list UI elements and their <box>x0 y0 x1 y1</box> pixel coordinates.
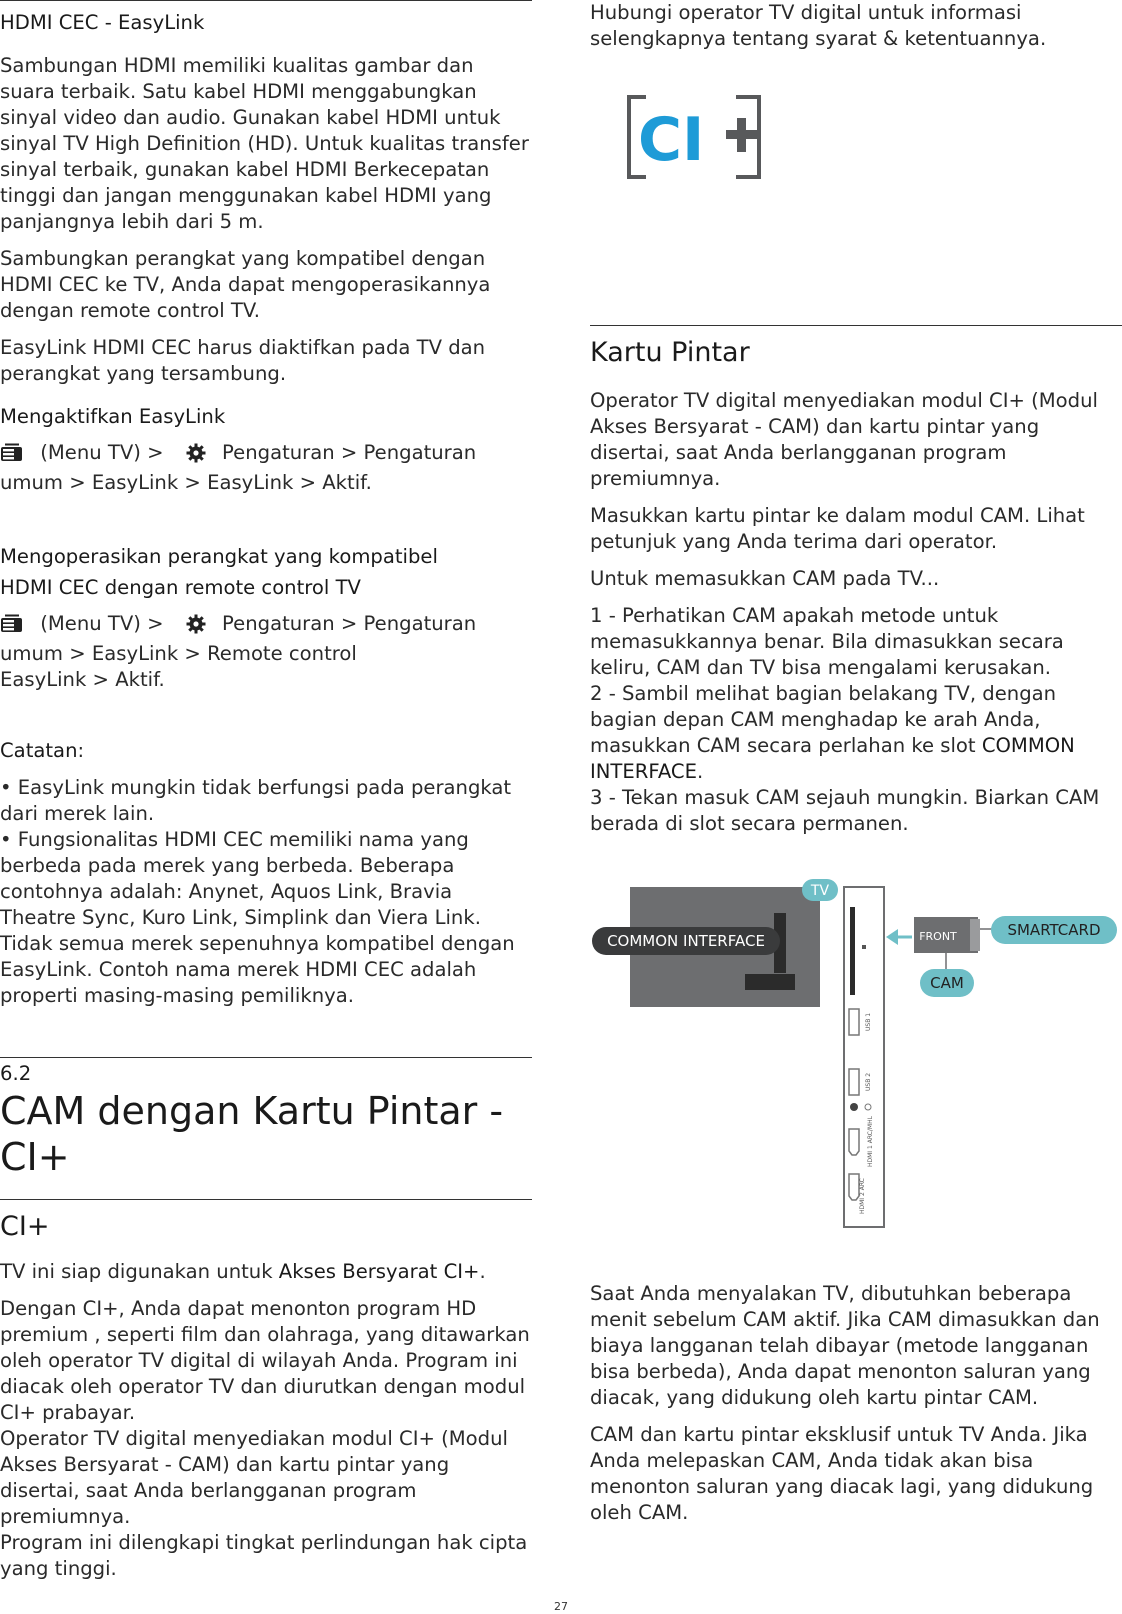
hdmi-port <box>849 1174 859 1200</box>
ci-plus-logo <box>626 92 766 182</box>
subheading-operate-devices-2: HDMI CEC dengan remote control TV <box>0 576 361 599</box>
section-number: 6.2 <box>0 1062 32 1085</box>
list-item: 1 - Perhatikan CAM apakah metode untuk memasukkannya benar. Bila dimasukkan secara keliru, CAM dan TV bisa mengalami kerusakan. <box>590 604 1064 679</box>
emphasis: Akses Bersyarat CI+ <box>278 1260 480 1283</box>
text: 2 - Sambil melihat bagian belakang TV, dengan bagian depan CAM menghadap ke arah Anda, masukkan CAM secara perlahan ke slot <box>590 682 1057 757</box>
text: . <box>479 1260 486 1283</box>
note-colon: : <box>77 739 85 762</box>
steps <box>590 603 1122 837</box>
divider <box>0 0 532 1</box>
smartcard-label: SMARTCARD <box>1007 921 1101 939</box>
list-item <box>590 681 1122 785</box>
page-number: 27 <box>554 1600 568 1613</box>
menu-path-part: Pengaturan > Pengaturan <box>222 441 477 464</box>
arrow-head <box>886 929 898 945</box>
divider <box>0 1199 532 1200</box>
gear-icon <box>186 443 206 470</box>
menu-path-part: umum > EasyLink > EasyLink > Aktif. <box>0 471 372 494</box>
front-label: FRONT <box>919 930 957 943</box>
tv-label: TV <box>810 883 830 899</box>
paragraph: Hubungi operator TV digital untuk informasi selengkapnya tentang syarat & ketentuannya. <box>590 1 1047 50</box>
list-item: • EasyLink mungkin tidak berfungsi pada perangkat dari merek lain. <box>0 776 512 825</box>
subsection-title-kartu: Kartu Pintar <box>590 337 750 368</box>
section-title: CAM dengan Kartu Pintar - CI+ <box>0 1089 504 1179</box>
smartcard <box>970 919 980 951</box>
paragraph: Sambungan HDMI memiliki kualitas gambar dan suara terbaik. Satu kabel HDMI menggabungkan sinyal video dan audio. Gunakan kabel HDMI untuk sinyal TV High Definition (HD). Untuk kualitas transfer sinyal terbaik, gunakan kabel HDMI Berkecepatan tinggi dan jangan menggunakan kabel HDMI yang panjangnya lebih dari 5 m. <box>0 54 529 233</box>
cam-insertion-diagram <box>590 879 1122 1239</box>
headphone-jack <box>850 1103 858 1111</box>
paragraph: Saat Anda menyalakan TV, dibutuhkan beberapa menit sebelum CAM aktif. Jika CAM dimasukkan dan biaya langganan telah dibayar (metode langganan bisa berbeda), Anda dapat menonton saluran yang diacak, yang didukung oleh kartu pintar CAM. <box>590 1282 1100 1409</box>
divider <box>590 325 1122 326</box>
note-label: Catatan <box>0 739 78 762</box>
hdmi2-label: HDMI 2 ARC <box>859 1178 866 1214</box>
usb-port <box>849 1009 859 1035</box>
common-interface-label: COMMON INTERFACE <box>607 932 765 950</box>
subheading-activate-easylink: Mengaktifkan EasyLink <box>0 405 226 428</box>
subheading-operate-devices: Mengoperasikan perangkat yang kompatibel <box>0 545 438 568</box>
subsection-title-easylink: HDMI CEC - EasyLink <box>0 11 205 34</box>
list-item: • Fungsionalitas HDMI CEC memiliki nama yang berbeda pada merek yang berbeda. Beberapa contohnya adalah: Anynet, Aquos Link, Bravia Theatre Sync, Kuro Link, Simplink dan Viera Link. Tidak semua merek sepenuhnya kompatibel dengan EasyLink. Contoh nama merek HDMI CEC adalah properti masing-masing pemiliknya. <box>0 828 515 1007</box>
paragraph: Sambungkan perangkat yang kompatibel dengan HDMI CEC ke TV, Anda dapat mengoperasikannya dengan remote control TV. <box>0 247 491 322</box>
paragraph: Untuk memasukkan CAM pada TV... <box>590 567 940 590</box>
logo-ci-text: CI <box>638 105 705 175</box>
divider <box>0 1057 532 1058</box>
menu-path <box>0 440 532 496</box>
menu-path-part: umum > EasyLink > Remote control <box>0 642 357 665</box>
menu-path-part: (Menu TV) > <box>40 612 164 635</box>
subsection-title-ci: CI+ <box>0 1211 50 1242</box>
note-list <box>0 775 532 1009</box>
hdmi1-label: HDMI 1 ARC/MHL <box>867 1116 874 1167</box>
text: . <box>697 760 704 783</box>
paragraph: Masukkan kartu pintar ke dalam modul CAM. Lihat petunjuk yang Anda terima dari operator. <box>590 504 1085 553</box>
text: Operator TV digital menyediakan modul CI+ (Modul Akses Bersyarat - CAM) dan kartu pintar yang disertai, saat Anda berlangganan program premiumnya. <box>0 1427 508 1528</box>
ci-plus-logo-area <box>590 52 1122 232</box>
gear-icon <box>186 614 206 641</box>
paragraph <box>0 1296 532 1582</box>
hdmi-port <box>849 1129 859 1155</box>
paragraph: EasyLink HDMI CEC harus diaktifkan pada TV dan perangkat yang tersambung. <box>0 336 486 385</box>
list-item: 3 - Tekan masuk CAM sejauh mungkin. Biarkan CAM berada di slot secara permanen. <box>590 786 1100 835</box>
text: TV ini siap digunakan untuk <box>0 1260 279 1283</box>
usb1-label: USB 1 <box>865 1012 872 1031</box>
tv-menu-icon <box>0 614 24 641</box>
text: Dengan CI+, Anda dapat menonton program HD premium , seperti film dan olahraga, yang ditawarkan oleh operator TV digital di wilayah Anda. Program ini diacak oleh operator TV dan diurutkan dengan modul CI+ prabayar. <box>0 1297 530 1424</box>
menu-path <box>0 611 532 693</box>
cam-label: CAM <box>930 974 964 992</box>
usb2-label: USB 2 <box>865 1072 872 1091</box>
usb-port <box>849 1069 859 1095</box>
tv-menu-icon <box>0 443 24 470</box>
side-ci-slot <box>850 907 855 995</box>
menu-path-part: Pengaturan > Pengaturan <box>222 612 477 635</box>
right-column <box>590 0 1122 1526</box>
menu-path-part: EasyLink > Aktif. <box>0 668 165 691</box>
menu-path-part: (Menu TV) > <box>40 441 164 464</box>
paragraph: Operator TV digital menyediakan modul CI+ (Modul Akses Bersyarat - CAM) dan kartu pintar yang disertai, saat Anda berlangganan program premiumnya. <box>590 389 1098 490</box>
emphasis: COMMON INTERFACE <box>590 734 1075 783</box>
paragraph: CAM dan kartu pintar eksklusif untuk TV Anda. Jika Anda melepaskan CAM, Anda tidak akan bisa menonton saluran yang diacak lagi, yang didukung oleh CAM. <box>590 1423 1094 1524</box>
tv-port <box>745 974 795 990</box>
note-heading <box>0 738 532 764</box>
left-column <box>0 0 532 1582</box>
text: Program ini dilengkapi tingkat perlindungan hak cipta yang tinggi. <box>0 1531 528 1580</box>
paragraph <box>0 1259 532 1285</box>
